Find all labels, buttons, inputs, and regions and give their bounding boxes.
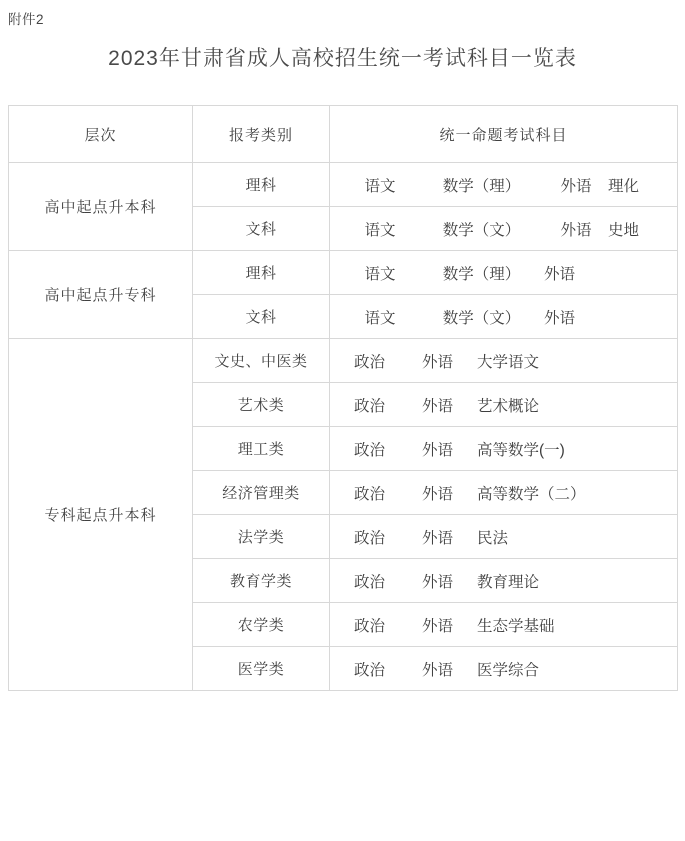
subject-item: 政治: [353, 529, 385, 547]
subjects-cell: [330, 471, 678, 515]
category-cell: 文科: [193, 207, 330, 251]
category-cell: 农学类: [193, 603, 330, 647]
subject-item: 外语: [544, 265, 576, 283]
subject-item: 数学（理）: [442, 265, 521, 283]
subject-item: 高等数学（二）: [477, 485, 586, 503]
subject-item: 语文: [364, 177, 396, 195]
category-cell: 文科: [193, 295, 330, 339]
subject-item: 外语: [560, 177, 592, 195]
subjects-cell: [330, 559, 678, 603]
subject-item: 教育理论: [477, 573, 540, 591]
subjects-cell: [330, 647, 678, 691]
subject-item: 理化: [608, 177, 640, 195]
subject-item: 外语: [421, 485, 453, 503]
table-row: [9, 339, 678, 383]
exam-subjects-table: [8, 105, 678, 691]
category-cell: 理科: [193, 251, 330, 295]
subjects-cell: [330, 339, 678, 383]
subject-item: 政治: [353, 485, 385, 503]
subject-item: 艺术概论: [477, 397, 540, 415]
subject-item: 数学（理）: [442, 177, 521, 195]
table-body: [9, 163, 678, 691]
subject-item: 外语: [421, 529, 453, 547]
subjects-cell: [330, 427, 678, 471]
level-cell: 高中起点升专科: [9, 251, 193, 339]
subject-item: 高等数学(一): [477, 441, 565, 459]
level-cell: 专科起点升本科: [9, 339, 193, 691]
subject-item: 数学（文）: [442, 309, 521, 327]
subject-item: 语文: [364, 309, 396, 327]
subject-item: 政治: [353, 441, 385, 459]
subjects-cell: [330, 603, 678, 647]
subject-item: 生态学基础: [477, 617, 555, 635]
column-header-category: 报考类别: [193, 106, 330, 163]
subject-item: 政治: [353, 573, 385, 591]
category-cell: 教育学类: [193, 559, 330, 603]
subject-item: 语文: [364, 221, 396, 239]
subject-item: 政治: [353, 661, 385, 679]
column-header-level: 层次: [9, 106, 193, 163]
category-cell: 理工类: [193, 427, 330, 471]
subject-item: 政治: [353, 617, 385, 635]
subject-item: 语文: [364, 265, 396, 283]
attachment-label: 附件2: [8, 12, 45, 27]
subject-item: 医学综合: [477, 661, 540, 679]
subject-item: 外语: [421, 441, 453, 459]
category-cell: 理科: [193, 163, 330, 207]
subject-item: 外语: [560, 221, 592, 239]
subject-item: 外语: [421, 353, 453, 371]
subjects-cell: [330, 295, 678, 339]
category-cell: 文史、中医类: [193, 339, 330, 383]
table-row: [9, 251, 678, 295]
subjects-cell: [330, 383, 678, 427]
subject-item: 外语: [544, 309, 576, 327]
table-row: [9, 163, 678, 207]
table-header-row: [9, 106, 678, 163]
column-header-subjects: 统一命题考试科目: [330, 106, 678, 163]
category-cell: 法学类: [193, 515, 330, 559]
category-cell: 经济管理类: [193, 471, 330, 515]
subject-item: 政治: [353, 397, 385, 415]
subjects-cell: [330, 207, 678, 251]
subjects-cell: [330, 515, 678, 559]
page-title: 2023年甘肃省成人高校招生统一考试科目一览表: [108, 47, 577, 70]
subject-item: 大学语文: [477, 353, 540, 371]
subject-item: 政治: [353, 353, 385, 371]
category-cell: 艺术类: [193, 383, 330, 427]
subjects-cell: [330, 251, 678, 295]
subject-item: 外语: [421, 397, 453, 415]
table-header: [9, 106, 678, 163]
subject-item: 外语: [421, 661, 453, 679]
subject-item: 外语: [421, 573, 453, 591]
category-cell: 医学类: [193, 647, 330, 691]
subject-item: 外语: [421, 617, 453, 635]
level-cell: 高中起点升本科: [9, 163, 193, 251]
subjects-cell: [330, 163, 678, 207]
subject-item: 民法: [477, 529, 509, 547]
subject-item: 史地: [608, 221, 640, 239]
subject-item: 数学（文）: [442, 221, 521, 239]
